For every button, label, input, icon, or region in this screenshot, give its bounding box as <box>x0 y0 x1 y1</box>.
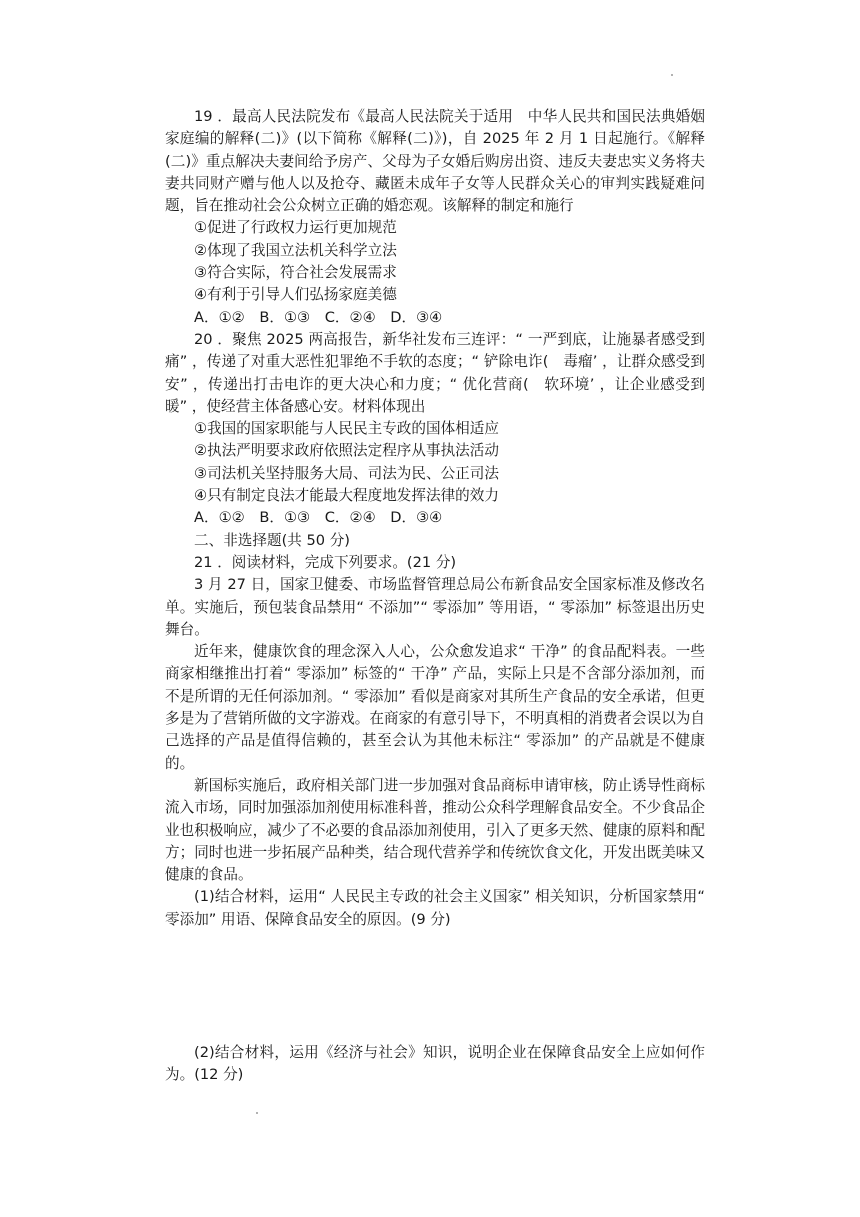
question-20-answer-choices: A．①② B．①③ C．②④ D．③④ <box>194 509 443 527</box>
question-19 <box>165 106 705 329</box>
material-paragraph-2: 近年来，健康饮食的理念深入人心，公众愈发追求“ 干净” 的食品配料表。一些商家相继推出打着“ 零添加” 标签的“ 干净” 产品，实际上只是不含部分添加剂，而不是所谓的无任何添加剂。“ 零添加” 看似是商家对其所生产食品的安全承诺，但更多是为了营销所做的文字游戏。在商家的有意引导下，不明真相的消费者会误以为自己选择的产品是值得信赖的，甚至会认为其他未标注“ 零添加” 的产品就是不健康的。 <box>165 643 705 772</box>
document-body <box>165 106 705 1087</box>
question-20 <box>165 329 705 530</box>
question-19-option-1: ①促进了行政权力运行更加规范 <box>194 219 397 237</box>
scan-speck <box>671 74 673 76</box>
question-20-option-4: ④只有制定良法才能最大程度地发挥法律的效力 <box>194 487 499 505</box>
material-paragraph-3: 新国标实施后，政府相关部门进一步加强对食品商标申请审核，防止诱导性商标流入市场，同时加强添加剂使用标准科普，推动公众科学理解食品安全。不少食品企业也积极响应，减少了不必要的食品添加剂使用，引入了更多天然、健康的原料和配方；同时也进一步拓展产品种类，结合现代营养学和传统饮食文化，开发出既美味又健康的食品。 <box>165 776 705 884</box>
question-20-stem: 20 ．聚焦 2025 两高报告，新华社发布三连评：“ 一严到底，让施暴者感受到痛” ，传递了对重大恶性犯罪绝不手软的态度；“ 铲除电诈( 毒瘤’ ，让群众感受到安” ，传递出打击电诈的更大决心和力度；“ 优化营商( 软环境’ ，让企业感受到暖” ，使经营主体备感心安。材料体现出 <box>165 330 705 415</box>
scan-speck <box>256 1112 258 1114</box>
question-19-answer-choices: A．①② B．①③ C．②④ D．③④ <box>194 308 443 326</box>
material-paragraph-1: 3 月 27 日，国家卫健委、市场监督管理总局公布新食品安全国家标准及修改名单。实施后，预包装食品禁用“ 不添加”“ 零添加” 等用语，“ 零添加” 标签退出历史舞台。 <box>165 576 705 638</box>
question-21-stem: 21 ．阅读材料，完成下列要求。(21 分) <box>194 553 457 571</box>
answer-space <box>165 931 705 1042</box>
question-19-option-2: ②体现了我国立法机关科学立法 <box>194 241 397 259</box>
question-19-option-3: ③符合实际，符合社会发展需求 <box>194 264 397 282</box>
sub-question-1: (1)结合材料，运用“ 人民民主专政的社会主义国家” 相关知识，分析国家禁用“ 零添加” 用语、保障食品安全的原因。(9 分) <box>165 888 705 928</box>
section-heading: 二、非选择题(共 50 分) <box>194 531 350 549</box>
sub-question-2: (2)结合材料，运用《经济与社会》知识，说明企业在保障食品安全上应如何作为。(12 分) <box>165 1043 705 1084</box>
question-21 <box>165 552 705 1087</box>
question-19-option-4: ④有利于引导人们弘扬家庭美德 <box>194 286 397 304</box>
question-20-option-2: ②执法严明要求政府依照法定程序从事执法活动 <box>194 442 499 460</box>
question-20-option-3: ③司法机关坚持服务大局、司法为民、公正司法 <box>194 464 499 482</box>
question-20-option-1: ①我国的国家职能与人民民主专政的国体相适应 <box>194 420 499 438</box>
question-19-stem: 19 ．最高人民法院发布《最高人民法院关于适用 中华人民共和国民法典婚姻家庭编的解释(二)》(以下简称《解释(二)》)，自 2025 年 2 月 1 日起施行。《解释(二)》重点解决夫妻间给予房产、父母为子女婚后购房出资、违反夫妻忠实义务将夫妻共同财产赠与他人以及抢夺、藏匿未成年子女等人民群众关心的审判实践疑难问题，旨在推动社会公众树立正确的婚恋观。该解释的制定和施行 <box>165 108 705 215</box>
